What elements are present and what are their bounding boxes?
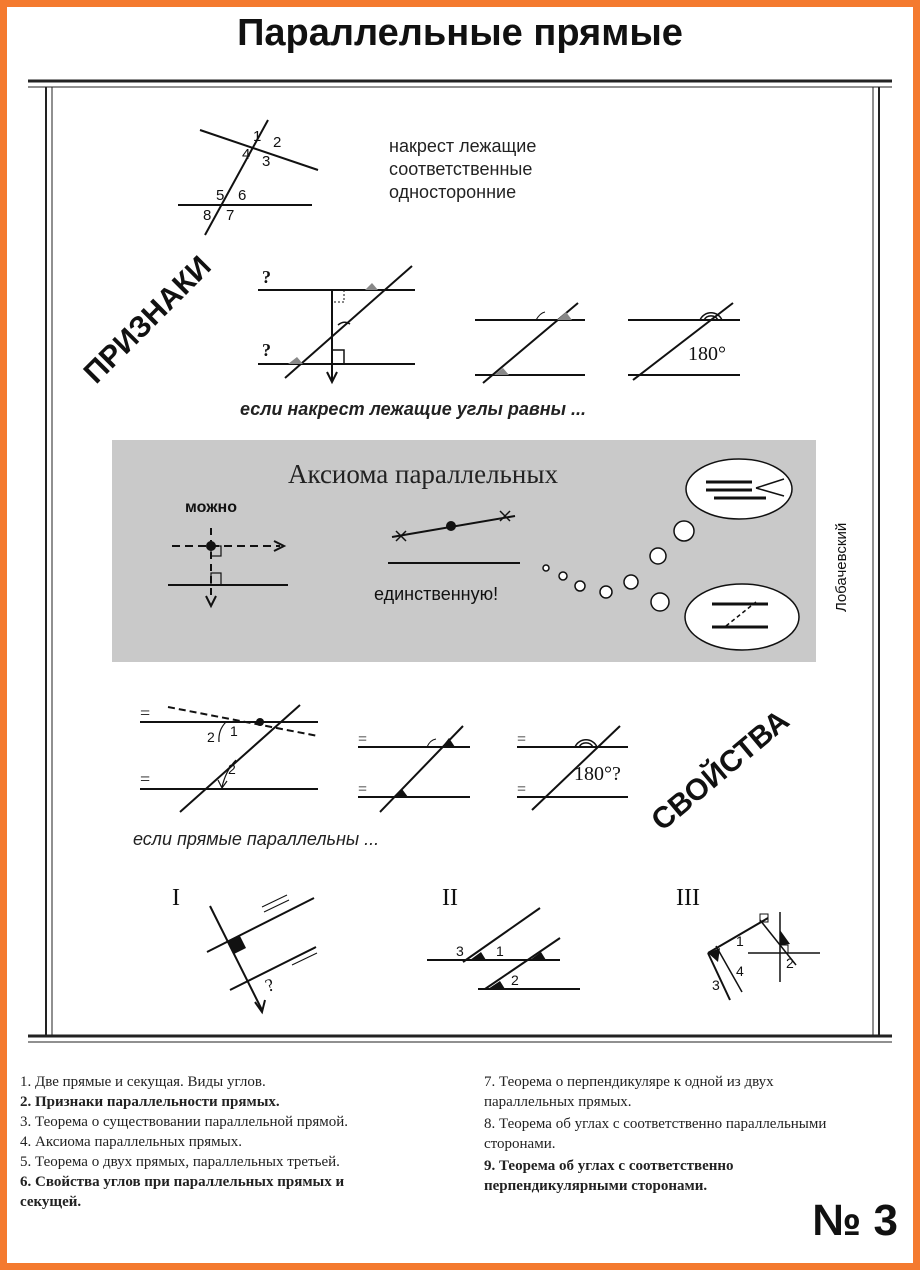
legend-item xyxy=(20,1132,470,1152)
prop-equals-1: = xyxy=(140,703,151,723)
legend-text: Признаки параллельности прямых. xyxy=(35,1094,280,1110)
legend-text: Теорема о перпендикуляре к одной из двух параллельных прямых. xyxy=(484,1074,774,1110)
angle-type-corresponding: соответственные xyxy=(389,159,533,179)
prop-label-2-top: 2 xyxy=(207,729,215,745)
signs-heading: ПРИЗНАКИ xyxy=(77,249,218,390)
property-figure-1 xyxy=(140,705,318,812)
legend-item xyxy=(484,1072,844,1112)
legend-left xyxy=(20,1072,470,1212)
angle-label-3: 3 xyxy=(262,153,271,170)
angle-label-6: 6 xyxy=(238,187,247,204)
theorem-roman-1: I xyxy=(172,885,180,911)
page-number: № 3 xyxy=(812,1196,898,1245)
theorem-roman-3: III xyxy=(676,885,700,911)
legend-item xyxy=(20,1172,400,1212)
legend-item xyxy=(484,1156,844,1196)
angle-label-2: 2 xyxy=(273,134,282,151)
theorem-2-label-3: 3 xyxy=(456,943,464,959)
axiom-heading: Аксиома параллельных xyxy=(288,459,558,489)
legend-text: Свойства углов при параллельных прямых и секущей. xyxy=(20,1174,345,1210)
legend-text: Аксиома параллельных прямых. xyxy=(35,1134,242,1150)
legend-num: 6. xyxy=(20,1174,32,1190)
legend-item xyxy=(20,1152,470,1172)
sign-figure-3 xyxy=(628,303,740,380)
sign-figure-2 xyxy=(475,303,585,383)
sign-180-label: 180° xyxy=(688,343,726,365)
angle-type-consecutive: односторонние xyxy=(389,182,517,202)
angles-diagram xyxy=(178,120,318,235)
theorem-3-label-3: 3 xyxy=(712,977,720,993)
theorem-figure-1 xyxy=(207,895,317,1012)
legend-text: Теорема об углах с соответственно перпендикулярными сторонами. xyxy=(484,1158,734,1194)
legend-text: Две прямые и секущая. Виды углов. xyxy=(35,1074,266,1090)
angle-label-5: 5 xyxy=(216,187,225,204)
prop-label-2-bottom: 2 xyxy=(228,761,236,777)
prop-equals-3: = xyxy=(358,731,368,748)
property-figure-2 xyxy=(358,726,470,812)
properties-heading: СВОЙСТВА xyxy=(645,703,796,838)
prop-equals-4: = xyxy=(358,781,368,798)
legend-num: 8. xyxy=(484,1116,496,1132)
sign-question-bottom: ? xyxy=(262,340,271,360)
theorem-1-question: ? xyxy=(262,974,277,996)
legend-num: 3. xyxy=(20,1114,32,1130)
angle-type-alternate: накрест лежащие xyxy=(389,136,537,156)
legend-num: 5. xyxy=(20,1154,32,1170)
properties-caption: если прямые параллельны ... xyxy=(133,829,380,849)
prop-equals-5: = xyxy=(517,731,527,748)
theorem-2-label-2: 2 xyxy=(511,972,519,988)
legend-num: 9. xyxy=(484,1158,496,1174)
prop-equals-2: = xyxy=(140,769,151,789)
legend-num: 7. xyxy=(484,1074,496,1090)
theorem-3-label-4: 4 xyxy=(736,963,744,979)
legend-item xyxy=(20,1092,470,1112)
legend-item xyxy=(484,1114,844,1154)
page-title: Параллельные прямые xyxy=(237,12,683,54)
prop-equals-6: = xyxy=(517,781,527,798)
theorem-3-label-2: 2 xyxy=(786,955,794,971)
angle-label-1: 1 xyxy=(253,128,262,145)
legend-num: 1. xyxy=(20,1074,32,1090)
legend-text: Теорема о двух прямых, параллельных третьей. xyxy=(35,1154,340,1170)
theorem-3-label-1: 1 xyxy=(736,933,744,949)
legend-item xyxy=(20,1112,470,1132)
theorem-2-label-1: 1 xyxy=(496,943,504,959)
legend-num: 2. xyxy=(20,1094,32,1110)
theorem-figure-3 xyxy=(708,912,820,1000)
theorem-roman-2: II xyxy=(442,885,458,911)
legend-num: 4. xyxy=(20,1134,32,1150)
angle-label-7: 7 xyxy=(226,207,235,224)
sign-figure-1 xyxy=(258,266,415,382)
legend-right xyxy=(484,1072,844,1196)
legend-item xyxy=(20,1072,470,1092)
legend-text: Теорема об углах с соответственно параллельными сторонами. xyxy=(484,1116,827,1152)
lobachevsky-label: Лобачевский xyxy=(833,522,850,612)
prop-label-1: 1 xyxy=(230,723,238,739)
legend-text: Теорема о существовании параллельной прямой. xyxy=(35,1114,348,1130)
axiom-unique-label: единственную! xyxy=(374,584,499,604)
angle-label-4: 4 xyxy=(242,146,251,163)
angle-label-8: 8 xyxy=(203,207,212,224)
sign-question-top: ? xyxy=(262,267,271,287)
prop-180-question: 180°? xyxy=(574,763,621,785)
axiom-possible-label: можно xyxy=(185,499,237,516)
signs-caption: если накрест лежащие углы равны ... xyxy=(240,399,587,419)
